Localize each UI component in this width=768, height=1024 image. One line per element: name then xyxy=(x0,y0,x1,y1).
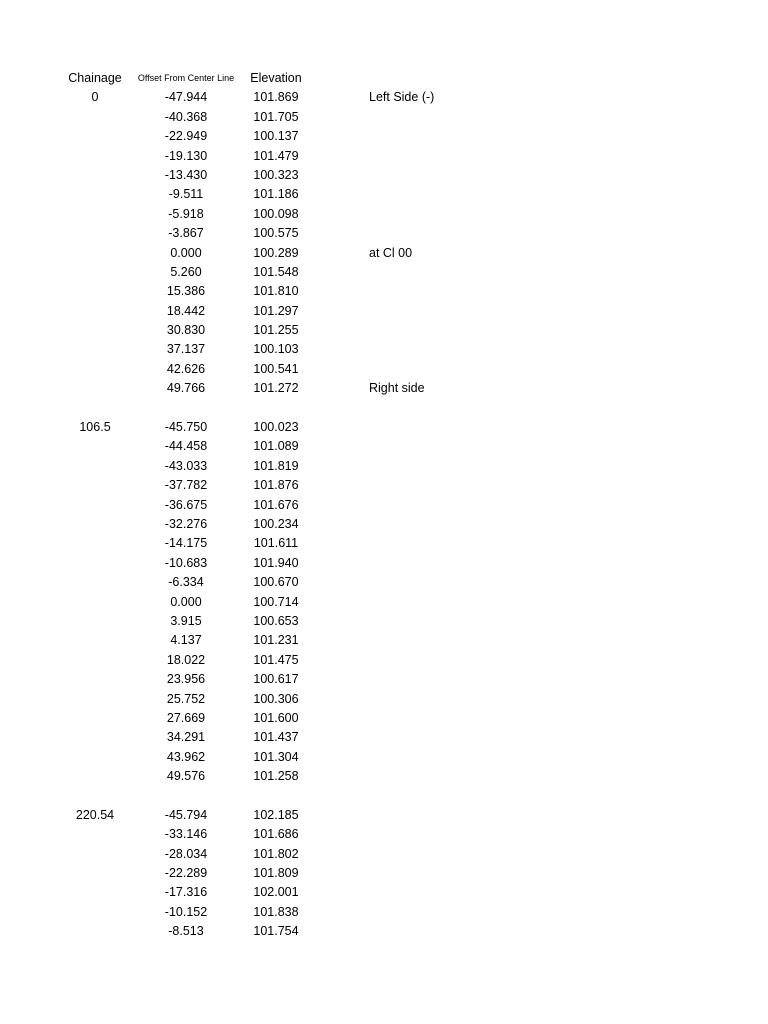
elevation-cell: 101.611 xyxy=(253,536,299,551)
note-cell: Right side xyxy=(369,381,425,396)
offset-cell: -17.316 xyxy=(164,885,208,900)
offset-cell: -10.683 xyxy=(164,555,208,570)
offset-cell: -47.944 xyxy=(164,90,208,105)
offset-cell: -5.918 xyxy=(168,206,204,221)
table-row xyxy=(0,282,768,301)
table-row xyxy=(0,767,768,786)
table-body xyxy=(0,88,768,941)
table-row xyxy=(0,631,768,650)
table-row xyxy=(0,263,768,282)
table-row xyxy=(0,379,768,398)
elevation-cell: 101.810 xyxy=(253,284,299,299)
table-row xyxy=(0,903,768,922)
offset-cell: 23.956 xyxy=(166,672,206,687)
offset-cell: -22.289 xyxy=(164,866,208,881)
offset-cell: 0.000 xyxy=(170,245,202,260)
chainage-cell: 106.5 xyxy=(79,420,111,435)
table-row xyxy=(0,922,768,941)
elevation-cell: 100.234 xyxy=(253,516,299,531)
offset-cell: -13.430 xyxy=(164,167,208,182)
offset-cell: 3.915 xyxy=(170,613,202,628)
elevation-cell: 101.869 xyxy=(253,90,299,105)
elevation-cell: 101.705 xyxy=(253,109,299,124)
elevation-cell: 101.754 xyxy=(253,924,299,939)
table-row xyxy=(0,748,768,767)
elevation-cell: 102.001 xyxy=(253,885,299,900)
offset-cell: 43.962 xyxy=(166,749,206,764)
elevation-cell: 101.548 xyxy=(253,264,299,279)
offset-cell: 18.442 xyxy=(166,303,206,318)
offset-cell: 37.137 xyxy=(166,342,206,357)
offset-cell: 18.022 xyxy=(166,652,206,667)
table-row xyxy=(0,418,768,437)
table-row xyxy=(0,88,768,107)
offset-cell: -33.146 xyxy=(164,827,208,842)
elevation-cell: 102.185 xyxy=(253,807,299,822)
elevation-cell: 101.186 xyxy=(253,187,299,202)
table-row xyxy=(0,690,768,709)
offset-cell: -43.033 xyxy=(164,458,208,473)
table-row xyxy=(0,185,768,204)
elevation-cell: 100.098 xyxy=(253,206,299,221)
elevation-cell: 100.714 xyxy=(253,594,299,609)
table-row xyxy=(0,554,768,573)
offset-cell: -37.782 xyxy=(164,478,208,493)
chainage-cell: 0 xyxy=(91,90,99,105)
table-row xyxy=(0,166,768,185)
offset-cell: 49.576 xyxy=(166,769,206,784)
elevation-cell: 101.600 xyxy=(253,710,299,725)
offset-cell: -19.130 xyxy=(164,148,208,163)
table-row xyxy=(0,573,768,592)
elevation-cell: 101.838 xyxy=(253,904,299,919)
offset-header: Offset From Center Line xyxy=(137,73,235,83)
offset-cell: -45.794 xyxy=(164,807,208,822)
elevation-cell: 101.819 xyxy=(253,458,299,473)
elevation-cell: 100.541 xyxy=(253,361,299,376)
elevation-cell: 101.876 xyxy=(253,478,299,493)
table-row xyxy=(0,147,768,166)
note-cell: at Cl 00 xyxy=(369,245,413,260)
elevation-cell: 101.089 xyxy=(253,439,299,454)
offset-cell: 25.752 xyxy=(166,691,206,706)
table-row xyxy=(0,593,768,612)
table-row xyxy=(0,457,768,476)
elevation-cell: 101.437 xyxy=(253,730,299,745)
elevation-header: Elevation xyxy=(250,71,302,85)
table-row xyxy=(0,399,768,418)
elevation-cell: 100.653 xyxy=(253,613,299,628)
elevation-cell: 101.940 xyxy=(253,555,299,570)
offset-cell: 34.291 xyxy=(166,730,206,745)
note-cell: Left Side (-) xyxy=(369,90,435,105)
table-row xyxy=(0,340,768,359)
survey-table xyxy=(0,69,768,942)
table-row xyxy=(0,244,768,263)
elevation-cell: 101.304 xyxy=(253,749,299,764)
table-row xyxy=(0,360,768,379)
table-row xyxy=(0,302,768,321)
offset-cell: -10.152 xyxy=(164,904,208,919)
offset-cell: -36.675 xyxy=(164,497,208,512)
elevation-cell: 100.306 xyxy=(253,691,299,706)
header-row xyxy=(0,69,768,88)
table-row xyxy=(0,651,768,670)
offset-cell: -32.276 xyxy=(164,516,208,531)
elevation-cell: 100.103 xyxy=(253,342,299,357)
table-row xyxy=(0,108,768,127)
offset-cell: -45.750 xyxy=(164,420,208,435)
offset-cell: -22.949 xyxy=(164,129,208,144)
table-row xyxy=(0,496,768,515)
elevation-cell: 100.137 xyxy=(253,129,299,144)
offset-cell: -28.034 xyxy=(164,846,208,861)
table-row xyxy=(0,127,768,146)
table-row xyxy=(0,825,768,844)
elevation-cell: 100.670 xyxy=(253,575,299,590)
elevation-cell: 101.479 xyxy=(253,148,299,163)
table-row xyxy=(0,534,768,553)
elevation-cell: 101.809 xyxy=(253,866,299,881)
offset-cell: 5.260 xyxy=(170,264,202,279)
offset-cell: 42.626 xyxy=(166,361,206,376)
elevation-cell: 101.676 xyxy=(253,497,299,512)
offset-cell: 0.000 xyxy=(170,594,202,609)
elevation-cell: 100.575 xyxy=(253,226,299,241)
table-row xyxy=(0,515,768,534)
table-row xyxy=(0,786,768,805)
offset-cell: -3.867 xyxy=(168,226,204,241)
table-row xyxy=(0,437,768,456)
elevation-cell: 101.802 xyxy=(253,846,299,861)
table-row xyxy=(0,476,768,495)
offset-cell: -14.175 xyxy=(164,536,208,551)
table-row xyxy=(0,205,768,224)
offset-cell: 49.766 xyxy=(166,381,206,396)
offset-cell: -44.458 xyxy=(164,439,208,454)
elevation-cell: 100.023 xyxy=(253,420,299,435)
table-row xyxy=(0,709,768,728)
table-row xyxy=(0,321,768,340)
offset-cell: 30.830 xyxy=(166,323,206,338)
table-row xyxy=(0,670,768,689)
offset-cell: -6.334 xyxy=(168,575,204,590)
offset-cell: 27.669 xyxy=(166,710,206,725)
elevation-cell: 100.289 xyxy=(253,245,299,260)
elevation-cell: 101.686 xyxy=(253,827,299,842)
elevation-cell: 101.258 xyxy=(253,769,299,784)
elevation-cell: 101.297 xyxy=(253,303,299,318)
offset-cell: -9.511 xyxy=(168,187,204,202)
elevation-cell: 101.475 xyxy=(253,652,299,667)
chainage-header: Chainage xyxy=(68,71,122,85)
table-row xyxy=(0,845,768,864)
table-row xyxy=(0,224,768,243)
offset-cell: 4.137 xyxy=(170,633,202,648)
table-row xyxy=(0,883,768,902)
table-row xyxy=(0,806,768,825)
elevation-cell: 100.617 xyxy=(253,672,299,687)
table-row xyxy=(0,864,768,883)
elevation-cell: 101.255 xyxy=(253,323,299,338)
elevation-cell: 100.323 xyxy=(253,167,299,182)
offset-cell: 15.386 xyxy=(166,284,206,299)
offset-cell: -40.368 xyxy=(164,109,208,124)
chainage-cell: 220.54 xyxy=(75,807,115,822)
elevation-cell: 101.231 xyxy=(253,633,299,648)
elevation-cell: 101.272 xyxy=(253,381,299,396)
table-row xyxy=(0,612,768,631)
table-row xyxy=(0,728,768,747)
offset-cell: -8.513 xyxy=(168,924,204,939)
